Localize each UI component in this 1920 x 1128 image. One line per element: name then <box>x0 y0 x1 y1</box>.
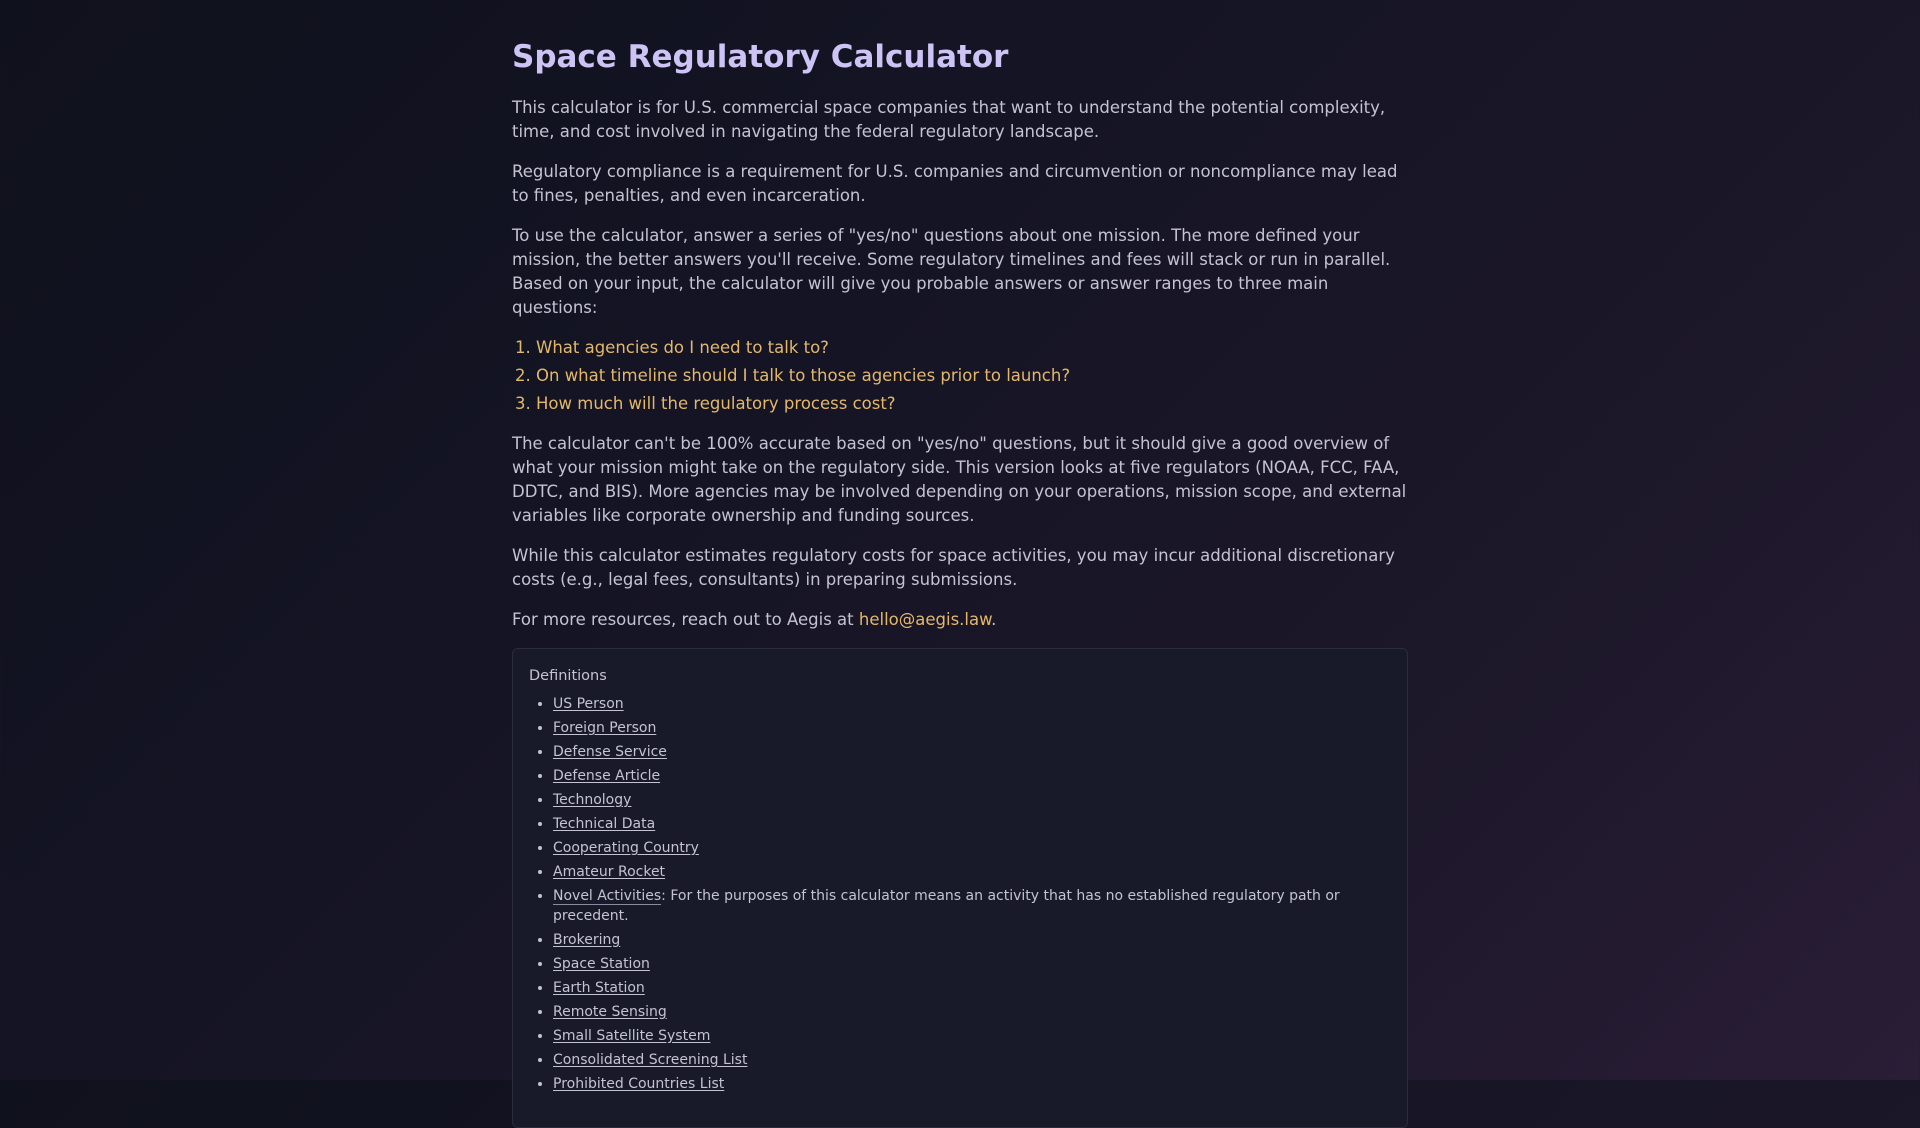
definition-link-novel-activities[interactable]: Novel Activities <box>553 888 662 904</box>
definition-link-prohibited-countries-list[interactable]: Prohibited Countries List <box>553 1076 725 1092</box>
page-title: Space Regulatory Calculator <box>512 39 1009 75</box>
cost-note: While this calculator estimates regulatory costs for space activities, you may incur additional discretionary costs (e.g., legal fees, consultants) in preparing submissions. <box>512 546 1395 589</box>
definition-item <box>553 814 1391 834</box>
email-link[interactable]: hello@aegis.law <box>858 610 992 629</box>
main-questions-list <box>512 336 1408 416</box>
definition-item <box>553 886 1391 926</box>
definition-item <box>553 1002 1391 1022</box>
definition-item <box>553 930 1391 950</box>
definition-link-space-station[interactable]: Space Station <box>553 956 650 972</box>
definition-link-technical-data[interactable]: Technical Data <box>553 816 656 832</box>
definition-link-small-satellite-system[interactable]: Small Satellite System <box>553 1028 711 1044</box>
definition-link-remote-sensing[interactable]: Remote Sensing <box>553 1004 667 1020</box>
definition-item <box>553 694 1391 714</box>
resources-line <box>512 608 1408 632</box>
definition-description: : For the purposes of this calculator means an activity that has no established regulatory path or precedent. <box>553 888 1340 924</box>
definition-link-cooperating-country[interactable]: Cooperating Country <box>553 840 699 856</box>
definition-item <box>553 862 1391 882</box>
intro-paragraph-1: This calculator is for U.S. commercial space companies that want to understand the potential complexity, time, and cost involved in navigating the federal regulatory landscape. <box>512 98 1386 141</box>
question-item: 3. How much will the regulatory process cost? <box>536 392 1408 416</box>
accuracy-note: The calculator can't be 100% accurate based on "yes/no" questions, but it should give a good overview of what your mission might take on the regulatory side. This version looks at five regulators (NOAA, FCC, FAA, DDTC, and BIS). More agencies may be involved depending on your operations, mission scope, and external variables like corporate ownership and funding sources. <box>512 434 1407 525</box>
definition-item <box>553 742 1391 762</box>
definition-link-technology[interactable]: Technology <box>553 792 632 808</box>
resources-prefix: For more resources, reach out to Aegis at <box>512 610 859 629</box>
definition-link-us-person[interactable]: US Person <box>553 696 624 712</box>
definitions-panel <box>512 648 1408 1128</box>
intro-paragraph-3: To use the calculator, answer a series of "yes/no" questions about one mission. The more defined your mission, the better answers you'll receive. Some regulatory timelines and fees will stack or run in parallel. Based on your input, the calculator will give you probable answers or answer ranges to three main questions: <box>512 226 1391 317</box>
definition-link-defense-article[interactable]: Defense Article <box>553 768 661 784</box>
definition-link-defense-service[interactable]: Defense Service <box>553 744 667 760</box>
definitions-list <box>529 694 1391 1094</box>
definition-link-earth-station[interactable]: Earth Station <box>553 980 645 996</box>
definition-item <box>553 790 1391 810</box>
definition-item <box>553 718 1391 738</box>
definition-link-consolidated-screening-list[interactable]: Consolidated Screening List <box>553 1052 748 1068</box>
definition-item <box>553 1074 1391 1094</box>
main-content <box>512 0 1408 1128</box>
definition-item <box>553 1050 1391 1070</box>
definition-item <box>553 1026 1391 1046</box>
definition-link-amateur-rocket[interactable]: Amateur Rocket <box>553 864 666 880</box>
definition-item <box>553 838 1391 858</box>
definition-item <box>553 766 1391 786</box>
definition-item <box>553 954 1391 974</box>
definition-item <box>553 978 1391 998</box>
definition-link-brokering[interactable]: Brokering <box>553 932 621 948</box>
definitions-title: Definitions <box>529 668 607 684</box>
question-item: 2. On what timeline should I talk to those agencies prior to launch? <box>536 364 1408 388</box>
resources-suffix: . <box>991 610 997 629</box>
definition-link-foreign-person[interactable]: Foreign Person <box>553 720 657 736</box>
question-item: 1. What agencies do I need to talk to? <box>536 336 1408 360</box>
intro-paragraph-2: Regulatory compliance is a requirement for U.S. companies and circumvention or noncompliance may lead to fines, penalties, and even incarceration. <box>512 162 1398 205</box>
